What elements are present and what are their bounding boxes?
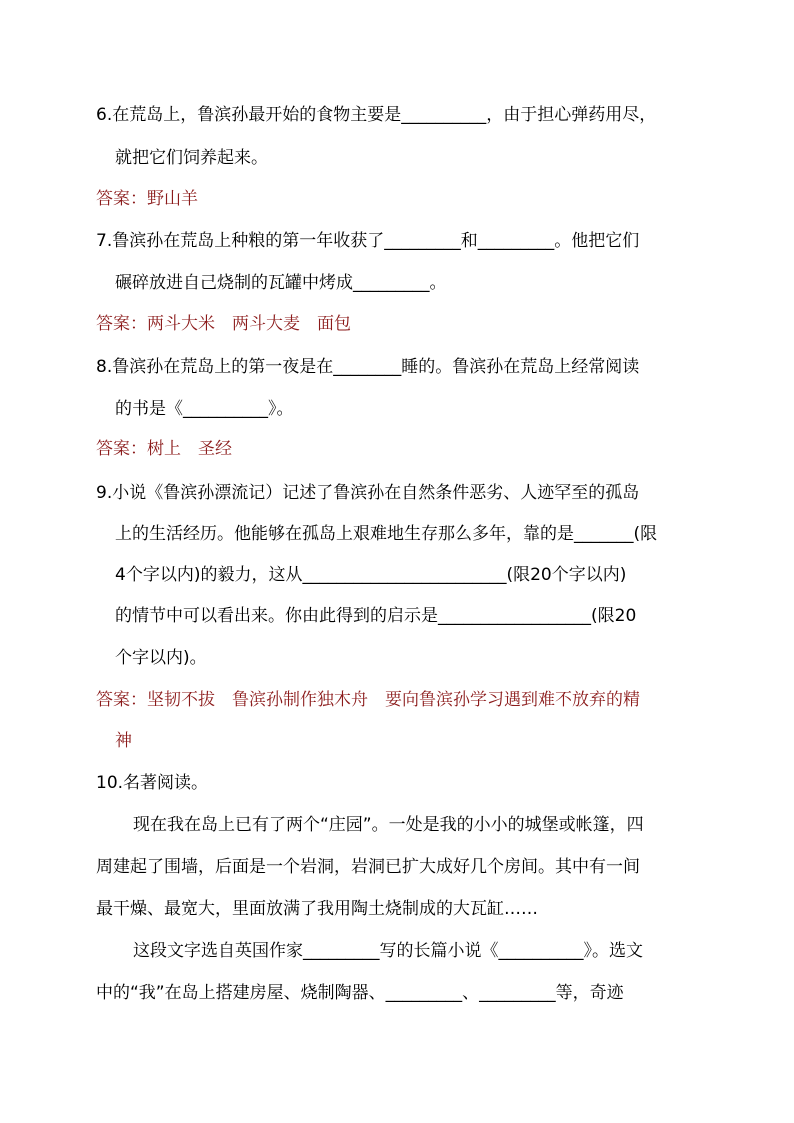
question-7-answer: 答案：两斗大米 两斗大麦 面包 xyxy=(96,314,351,334)
question-8-answer: 答案：树上 圣经 xyxy=(96,439,232,459)
question-10-passage-line-2: 周建起了围墙，后面是一个岩洞，岩洞已扩大成好几个房间。其中有一间 xyxy=(96,857,640,877)
question-9-answer-line-2: 神 xyxy=(115,731,132,751)
question-9-line-1: 9.小说《鲁滨孙漂流记）记述了鲁滨孙在自然条件恶劣、人迹罕至的孤岛 xyxy=(96,483,640,503)
question-7-line-2: 碾碎放进自己烧制的瓦罐中烤成_________。 xyxy=(115,273,447,293)
question-10-passage-line-3: 最干燥、最宽大，里面放满了我用陶土烧制成的大瓦缸…… xyxy=(96,899,538,919)
question-9-line-2: 上的生活经历。他能够在孤岛上艰难地生存那么多年，靠的是_______(限 xyxy=(115,524,658,544)
question-9-answer-line-1: 答案：坚韧不拔 鲁滨孙制作独木舟 要向鲁滨孙学习遇到难不放弃的精 xyxy=(96,690,640,710)
question-6-line-1: 6.在荒岛上，鲁滨孙最开始的食物主要是__________，由于担心弹药用尽， xyxy=(96,105,657,125)
question-9-line-5: 个字以内)。 xyxy=(115,648,207,668)
question-8-line-2: 的书是《__________》。 xyxy=(115,399,294,419)
question-6-line-2: 就把它们饲养起来。 xyxy=(115,148,268,168)
question-7-line-1: 7.鲁滨孙在荒岛上种粮的第一年收获了_________和_________。他把它们 xyxy=(96,231,640,251)
question-9-line-3: 4个字以内)的毅力，这从________________________(限20个字以内) xyxy=(115,565,627,585)
question-10-question-line-2: 中的“我”在岛上搭建房屋、烧制陶器、_________、_________等，奇迹 xyxy=(96,983,624,1003)
question-6-answer: 答案：野山羊 xyxy=(96,189,198,209)
question-10-question-line-1: 这段文字选自英国作家_________写的长篇小说《__________》。选文 xyxy=(133,941,643,961)
question-10-passage-line-1: 现在我在岛上已有了两个“庄园”。一处是我的小小的城堡或帐篷，四 xyxy=(133,815,644,835)
question-10-title: 10.名著阅读。 xyxy=(96,773,209,793)
question-8-line-1: 8.鲁滨孙在荒岛上的第一夜是在________睡的。鲁滨孙在荒岛上经常阅读 xyxy=(96,357,640,377)
question-9-line-4: 的情节中可以看出来。你由此得到的启示是__________________(限20 xyxy=(115,606,637,626)
